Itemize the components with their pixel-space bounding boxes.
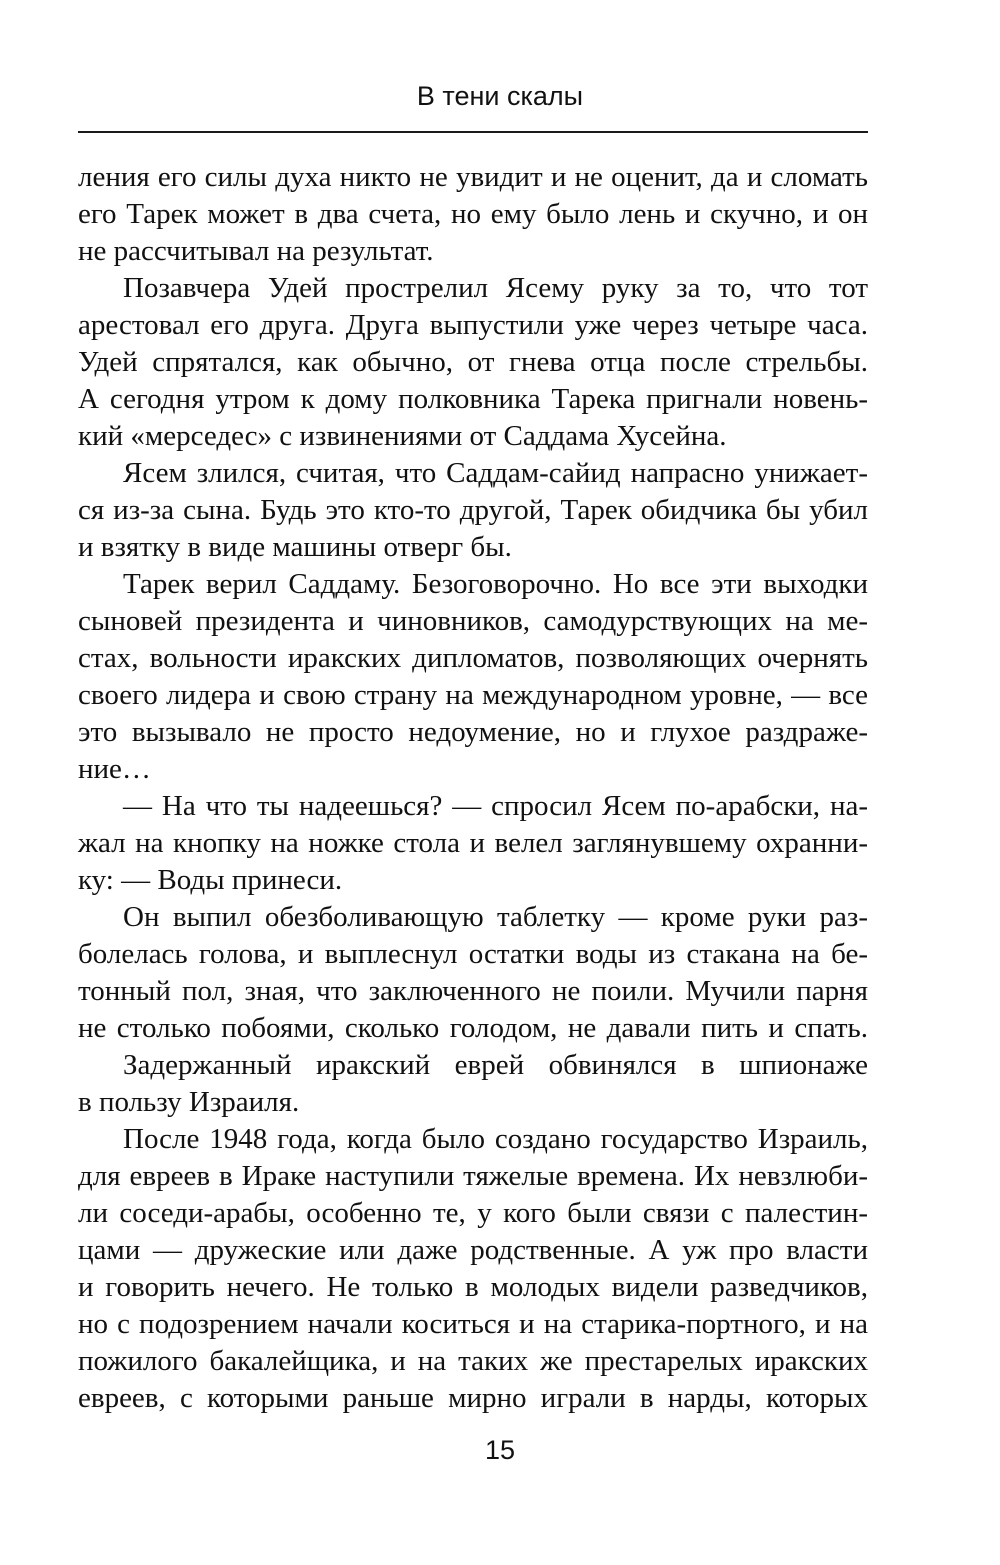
text-line: но с подозрением начали коситься и на старика-портного, и на — [78, 1308, 868, 1340]
text-line: и взятку в виде машины отверг бы. — [78, 531, 512, 563]
text-line: пожилого бакалейщика, и на таких же престарелых иракских — [78, 1345, 868, 1377]
text-line: это вызывало не просто недоумение, но и глухое раздраже- — [78, 716, 868, 748]
text-line: не рассчитывал на результат. — [78, 235, 434, 267]
text-line: Ясем злился, считая, что Саддам-сайид напрасно унижает- — [123, 457, 868, 489]
text-line: ние… — [78, 753, 151, 785]
text-line: стах, вольности иракских дипломатов, позволяющих очернять — [78, 642, 868, 674]
text-line: Позавчера Удей прострелил Ясему руку за то, что тот — [123, 272, 868, 304]
text-line: болелась голова, и выплеснул остатки воды из стакана на бе- — [78, 938, 868, 970]
text-line: и говорить нечего. Не только в молодых видели разведчиков, — [78, 1271, 868, 1303]
text-line: А сегодня утром к дому полковника Тарека пригнали новень- — [78, 383, 868, 415]
text-line: Он выпил обезболивающую таблетку — кроме руки раз- — [123, 901, 868, 933]
text-line: сыновей президента и чиновников, самодурствующих на ме- — [78, 605, 868, 637]
text-line: ся из-за сына. Будь это кто-то другой, Тарек обидчика бы убил — [78, 494, 868, 526]
text-line: арестовал его друга. Друга выпустили уже через четыре часа. — [78, 309, 868, 341]
text-line: не столько побоями, сколько голодом, не давали пить и спать. — [78, 1012, 868, 1044]
text-line: Тарек верил Саддаму. Безоговорочно. Но все эти выходки — [123, 568, 868, 600]
text-line: Удей спрятался, как обычно, от гнева отца после стрельбы. — [78, 346, 868, 378]
text-line: жал на кнопку на ножке стола и велел заглянувшему охранни- — [78, 827, 868, 859]
text-line: евреев, с которыми раньше мирно играли в нарды, которых — [78, 1382, 868, 1414]
text-line: кий «мерседес» с извинениями от Саддама Хусейна. — [78, 420, 727, 452]
text-line: — На что ты надеешься? — спросил Ясем по-арабски, на- — [123, 790, 868, 822]
text-line: ку: — Воды принеси. — [78, 864, 343, 896]
body-text — [78, 159, 868, 1417]
page-number: 15 — [484, 1435, 516, 1465]
text-line: ления его силы духа никто не увидит и не оценит, да и сломать — [78, 161, 868, 193]
running-head-title: В тени скалы — [416, 81, 584, 111]
text-line: его Тарек может в два счета, но ему было лень и скучно, и он — [78, 198, 868, 230]
text-line: Задержанный иракский еврей обвинялся в шпионаже — [123, 1049, 868, 1081]
text-line: тонный пол, зная, что заключенного не поили. Мучили парня — [78, 975, 868, 1007]
text-line: После 1948 года, когда было создано государство Израиль, — [123, 1123, 868, 1155]
text-line: своего лидера и свою страну на международном уровне, — все — [78, 679, 868, 711]
text-line: в пользу Израиля. — [78, 1086, 300, 1118]
header-divider — [78, 131, 868, 133]
text-line: ли соседи-арабы, особенно те, у кого были связи с палестин- — [78, 1197, 868, 1229]
text-line: для евреев в Ираке наступили тяжелые времена. Их невзлюби- — [78, 1160, 868, 1192]
text-line: цами — дружеские или даже родственные. А уж про власти — [78, 1234, 868, 1266]
